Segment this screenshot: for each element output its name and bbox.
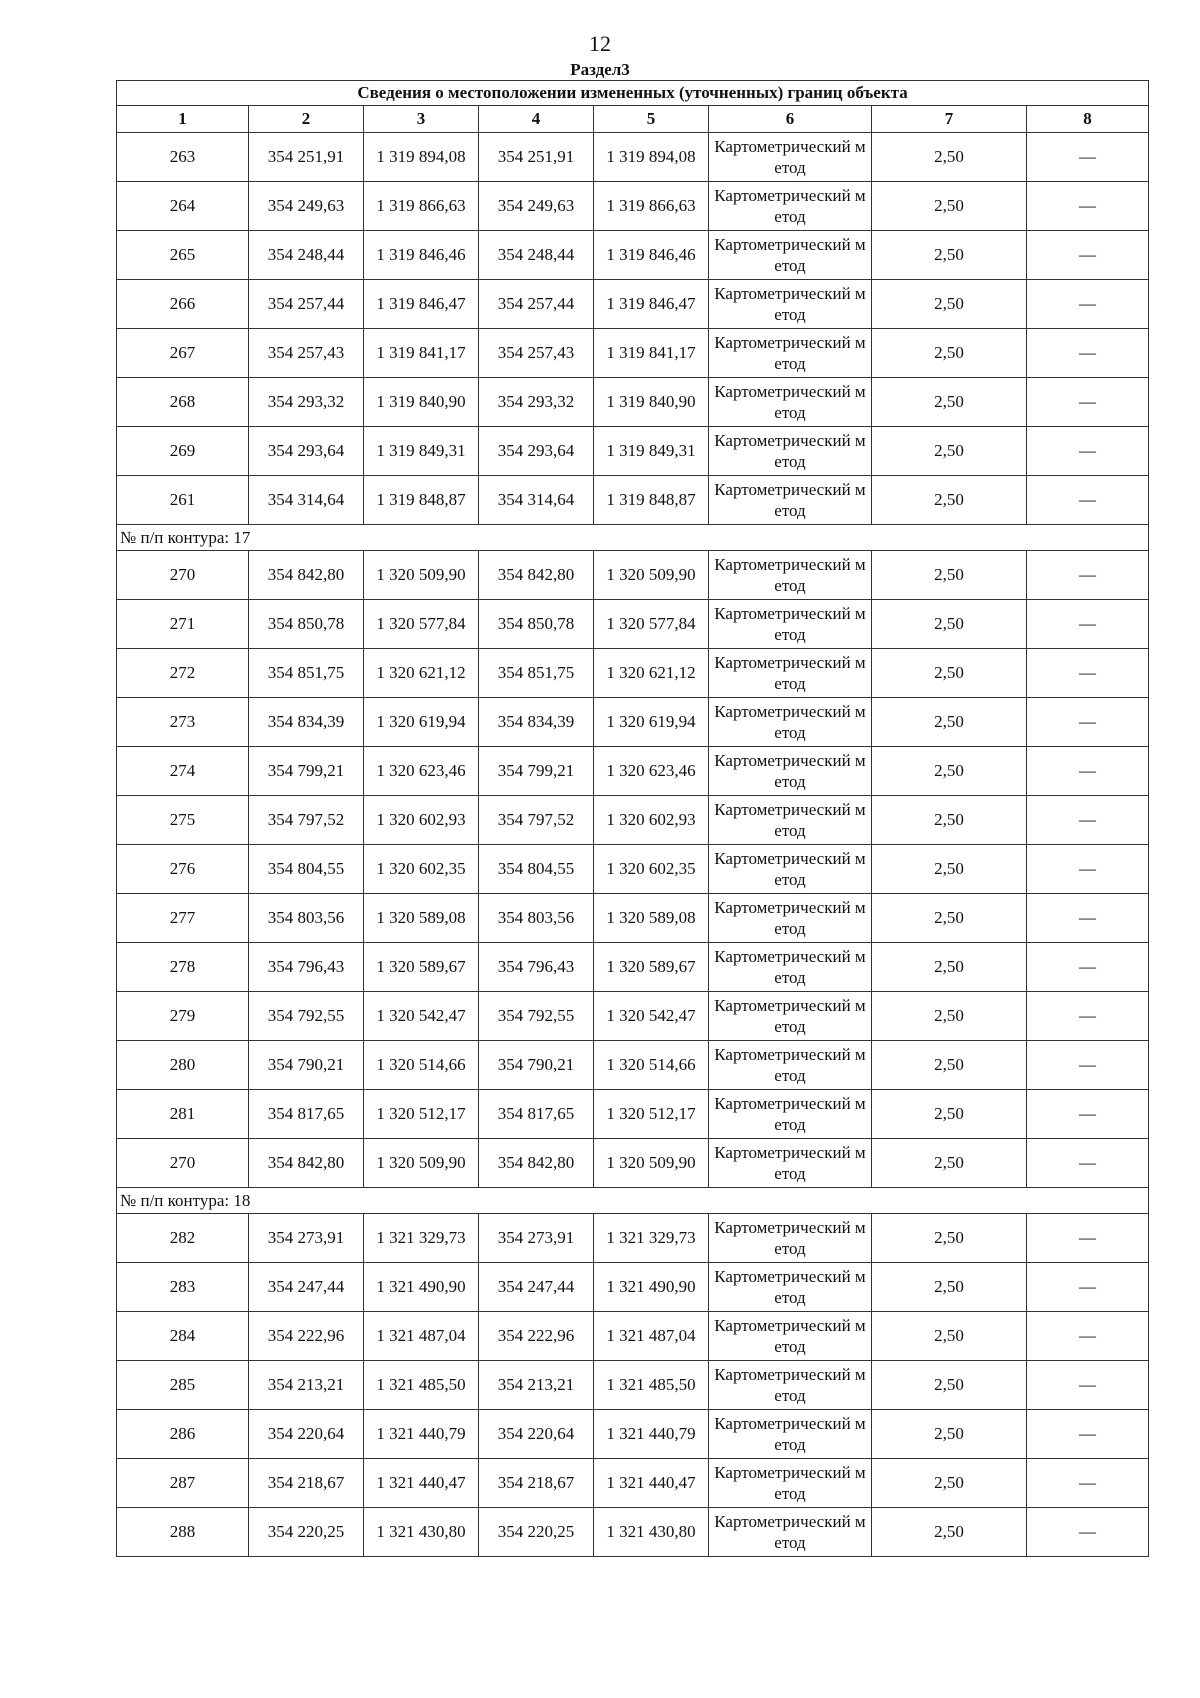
- table-cell: 2,50: [872, 1263, 1027, 1312]
- table-cell: —: [1027, 378, 1149, 427]
- table-cell: Картометрический метод: [709, 476, 872, 525]
- table-cell: Картометрический метод: [709, 231, 872, 280]
- table-cell: Картометрический метод: [709, 427, 872, 476]
- table-cell: 1 321 490,90: [364, 1263, 479, 1312]
- table-cell: 2,50: [872, 231, 1027, 280]
- table-cell: 264: [117, 182, 249, 231]
- table-cell: 1 320 589,67: [594, 943, 709, 992]
- section-title: Раздел3: [570, 60, 630, 79]
- table-cell: —: [1027, 231, 1149, 280]
- column-number: 7: [872, 106, 1027, 133]
- table-cell: 2,50: [872, 1410, 1027, 1459]
- table-row: [117, 1410, 1149, 1459]
- table-cell: —: [1027, 845, 1149, 894]
- table-cell: 1 321 440,79: [594, 1410, 709, 1459]
- table-cell: 1 319 849,31: [364, 427, 479, 476]
- table-cell: 266: [117, 280, 249, 329]
- table-cell: 277: [117, 894, 249, 943]
- page-number: 12: [589, 31, 611, 56]
- table-row: [117, 1508, 1149, 1557]
- table-cell: 278: [117, 943, 249, 992]
- table-cell: 2,50: [872, 796, 1027, 845]
- table-row: [117, 1312, 1149, 1361]
- column-number: 6: [709, 106, 872, 133]
- table-cell: —: [1027, 1041, 1149, 1090]
- table-cell: 354 213,21: [249, 1361, 364, 1410]
- table-cell: 275: [117, 796, 249, 845]
- table-cell: 2,50: [872, 476, 1027, 525]
- table-row: [117, 894, 1149, 943]
- table-cell: 2,50: [872, 1508, 1027, 1557]
- table-cell: 2,50: [872, 698, 1027, 747]
- column-number: 8: [1027, 106, 1149, 133]
- table-cell: 1 321 440,47: [364, 1459, 479, 1508]
- table-cell: 2,50: [872, 1041, 1027, 1090]
- table-cell: Картометрический метод: [709, 133, 872, 182]
- table-cell: Картометрический метод: [709, 1214, 872, 1263]
- table-cell: 1 320 589,08: [364, 894, 479, 943]
- table-cell: —: [1027, 329, 1149, 378]
- table-row: [117, 943, 1149, 992]
- table-cell: 354 248,44: [249, 231, 364, 280]
- table-cell: 1 319 848,87: [594, 476, 709, 525]
- table-cell: —: [1027, 1410, 1149, 1459]
- table-cell: 354 799,21: [479, 747, 594, 796]
- table-cell: 354 797,52: [479, 796, 594, 845]
- table-cell: 1 320 621,12: [364, 649, 479, 698]
- table-cell: 269: [117, 427, 249, 476]
- table-cell: 354 842,80: [479, 1139, 594, 1188]
- table-cell: 354 220,64: [479, 1410, 594, 1459]
- table-cell: 354 834,39: [479, 698, 594, 747]
- table-cell: —: [1027, 1214, 1149, 1263]
- table-cell: 354 222,96: [249, 1312, 364, 1361]
- table-row: [117, 182, 1149, 231]
- table-cell: 265: [117, 231, 249, 280]
- table-cell: Картометрический метод: [709, 1041, 872, 1090]
- table-cell: 284: [117, 1312, 249, 1361]
- table-cell: 1 319 866,63: [594, 182, 709, 231]
- table-cell: 1 319 846,47: [364, 280, 479, 329]
- table-cell: 354 817,65: [249, 1090, 364, 1139]
- table-cell: 1 321 430,80: [364, 1508, 479, 1557]
- table-cell: Картометрический метод: [709, 649, 872, 698]
- table-cell: 2,50: [872, 1139, 1027, 1188]
- table-cell: —: [1027, 476, 1149, 525]
- table-cell: 2,50: [872, 943, 1027, 992]
- table-cell: 1 320 589,67: [364, 943, 479, 992]
- table-cell: 267: [117, 329, 249, 378]
- table-cell: 354 796,43: [479, 943, 594, 992]
- table-row: [117, 1361, 1149, 1410]
- table-cell: —: [1027, 1312, 1149, 1361]
- table-cell: 354 851,75: [479, 649, 594, 698]
- table-cell: Картометрический метод: [709, 1139, 872, 1188]
- table-cell: 261: [117, 476, 249, 525]
- table-cell: 354 850,78: [479, 600, 594, 649]
- table-cell: 2,50: [872, 845, 1027, 894]
- table-cell: 354 797,52: [249, 796, 364, 845]
- table-cell: 354 218,67: [249, 1459, 364, 1508]
- table-cell: 354 803,56: [479, 894, 594, 943]
- table-cell: 354 293,64: [249, 427, 364, 476]
- table-cell: 1 320 514,66: [364, 1041, 479, 1090]
- table-row: [117, 796, 1149, 845]
- table-cell: 1 320 509,90: [364, 551, 479, 600]
- table-cell: Картометрический метод: [709, 943, 872, 992]
- table-cell: 288: [117, 1508, 249, 1557]
- table-cell: 354 257,44: [249, 280, 364, 329]
- table-cell: 1 319 849,31: [594, 427, 709, 476]
- table-cell: —: [1027, 551, 1149, 600]
- table-cell: 1 320 619,94: [594, 698, 709, 747]
- table-cell: 1 319 846,47: [594, 280, 709, 329]
- table-cell: 2,50: [872, 1312, 1027, 1361]
- table-row: [117, 698, 1149, 747]
- table-cell: 1 320 623,46: [364, 747, 479, 796]
- table-cell: 2,50: [872, 600, 1027, 649]
- table-cell: 268: [117, 378, 249, 427]
- table-cell: —: [1027, 943, 1149, 992]
- table-cell: 354 247,44: [479, 1263, 594, 1312]
- table-cell: 1 321 430,80: [594, 1508, 709, 1557]
- table-cell: 274: [117, 747, 249, 796]
- table-cell: 285: [117, 1361, 249, 1410]
- contour-label: № п/п контура: 18: [117, 1188, 1149, 1214]
- table-cell: 1 320 512,17: [364, 1090, 479, 1139]
- table-cell: 354 804,55: [479, 845, 594, 894]
- table-cell: Картометрический метод: [709, 1508, 872, 1557]
- table-cell: 1 319 848,87: [364, 476, 479, 525]
- table-cell: 354 220,64: [249, 1410, 364, 1459]
- table-cell: 1 320 602,35: [594, 845, 709, 894]
- table-cell: Картометрический метод: [709, 378, 872, 427]
- table-cell: 2,50: [872, 1090, 1027, 1139]
- table-cell: Картометрический метод: [709, 1312, 872, 1361]
- table-cell: 263: [117, 133, 249, 182]
- table-cell: 354 273,91: [479, 1214, 594, 1263]
- table-cell: 354 247,44: [249, 1263, 364, 1312]
- table-cell: Картометрический метод: [709, 894, 872, 943]
- table-cell: —: [1027, 1508, 1149, 1557]
- table-cell: Картометрический метод: [709, 182, 872, 231]
- table-cell: Картометрический метод: [709, 1410, 872, 1459]
- table-cell: 354 796,43: [249, 943, 364, 992]
- table-cell: 354 293,32: [249, 378, 364, 427]
- table-cell: 2,50: [872, 378, 1027, 427]
- table-cell: 354 220,25: [249, 1508, 364, 1557]
- table-row: [117, 649, 1149, 698]
- table-cell: 2,50: [872, 894, 1027, 943]
- table-cell: 1 320 514,66: [594, 1041, 709, 1090]
- table-cell: 283: [117, 1263, 249, 1312]
- table-cell: 354 248,44: [479, 231, 594, 280]
- table-row: [117, 280, 1149, 329]
- table-cell: 2,50: [872, 992, 1027, 1041]
- table-body: [117, 133, 1149, 1557]
- table-cell: 1 321 485,50: [594, 1361, 709, 1410]
- table-cell: 354 851,75: [249, 649, 364, 698]
- table-cell: 354 842,80: [249, 1139, 364, 1188]
- table-cell: 272: [117, 649, 249, 698]
- column-number: 5: [594, 106, 709, 133]
- table-cell: 270: [117, 1139, 249, 1188]
- table-cell: —: [1027, 649, 1149, 698]
- table-cell: 1 319 866,63: [364, 182, 479, 231]
- table-cell: 354 790,21: [249, 1041, 364, 1090]
- table-cell: 1 319 894,08: [364, 133, 479, 182]
- table-row: [117, 1041, 1149, 1090]
- column-number: 2: [249, 106, 364, 133]
- table-row: [117, 1090, 1149, 1139]
- table-cell: Картометрический метод: [709, 1263, 872, 1312]
- table-cell: 1 320 509,90: [594, 551, 709, 600]
- table-cell: 354 842,80: [249, 551, 364, 600]
- table-cell: —: [1027, 600, 1149, 649]
- table-cell: 1 319 894,08: [594, 133, 709, 182]
- table-cell: 1 320 509,90: [364, 1139, 479, 1188]
- table-cell: Картометрический метод: [709, 992, 872, 1041]
- table-cell: 2,50: [872, 649, 1027, 698]
- table-cell: 354 842,80: [479, 551, 594, 600]
- table-cell: 1 320 602,93: [364, 796, 479, 845]
- table-cell: 2,50: [872, 427, 1027, 476]
- table-cell: 354 804,55: [249, 845, 364, 894]
- table-cell: 1 319 841,17: [364, 329, 479, 378]
- table-cell: 2,50: [872, 1459, 1027, 1508]
- table-cell: 279: [117, 992, 249, 1041]
- table-row: [117, 133, 1149, 182]
- table-cell: Картометрический метод: [709, 1090, 872, 1139]
- table-cell: 354 792,55: [479, 992, 594, 1041]
- table-cell: 1 320 512,17: [594, 1090, 709, 1139]
- table-cell: 354 293,32: [479, 378, 594, 427]
- table-row: [117, 231, 1149, 280]
- table-cell: Картометрический метод: [709, 551, 872, 600]
- column-number: 3: [364, 106, 479, 133]
- table-cell: 354 251,91: [249, 133, 364, 182]
- table-cell: 354 314,64: [249, 476, 364, 525]
- table-cell: 1 321 329,73: [594, 1214, 709, 1263]
- table-cell: 2,50: [872, 1214, 1027, 1263]
- table-cell: 2,50: [872, 182, 1027, 231]
- table-cell: 354 314,64: [479, 476, 594, 525]
- table-cell: Картометрический метод: [709, 329, 872, 378]
- table-cell: 1 320 589,08: [594, 894, 709, 943]
- table-cell: Картометрический метод: [709, 747, 872, 796]
- table-cell: —: [1027, 427, 1149, 476]
- table-row: [117, 427, 1149, 476]
- table-cell: 1 321 440,47: [594, 1459, 709, 1508]
- table-cell: 286: [117, 1410, 249, 1459]
- contour-row: [117, 1188, 1149, 1214]
- table-cell: 1 319 846,46: [594, 231, 709, 280]
- table-cell: 1 321 485,50: [364, 1361, 479, 1410]
- column-number: 4: [479, 106, 594, 133]
- table-cell: —: [1027, 698, 1149, 747]
- table-cell: 1 320 577,84: [594, 600, 709, 649]
- table-cell: 271: [117, 600, 249, 649]
- table-cell: —: [1027, 280, 1149, 329]
- table-cell: 354 218,67: [479, 1459, 594, 1508]
- table-cell: 354 251,91: [479, 133, 594, 182]
- table-cell: 354 293,64: [479, 427, 594, 476]
- table-cell: 354 222,96: [479, 1312, 594, 1361]
- table-cell: 270: [117, 551, 249, 600]
- table-cell: —: [1027, 1139, 1149, 1188]
- table-cell: 2,50: [872, 133, 1027, 182]
- table-row: [117, 476, 1149, 525]
- table-cell: 1 320 602,93: [594, 796, 709, 845]
- table-row: [117, 1263, 1149, 1312]
- table-cell: —: [1027, 1090, 1149, 1139]
- table-cell: —: [1027, 182, 1149, 231]
- table-cell: 354 249,63: [249, 182, 364, 231]
- table-cell: 1 320 623,46: [594, 747, 709, 796]
- table-cell: —: [1027, 894, 1149, 943]
- table-row: [117, 551, 1149, 600]
- column-number-row: [117, 106, 1149, 133]
- table-row: [117, 747, 1149, 796]
- table-cell: 2,50: [872, 280, 1027, 329]
- table-caption: Сведения о местоположении измененных (уточненных) границ объекта: [117, 81, 1149, 106]
- table-cell: 1 319 841,17: [594, 329, 709, 378]
- table-cell: 354 257,44: [479, 280, 594, 329]
- table-cell: 1 319 840,90: [364, 378, 479, 427]
- table-cell: —: [1027, 747, 1149, 796]
- table-cell: 1 320 577,84: [364, 600, 479, 649]
- table-row: [117, 378, 1149, 427]
- table-cell: Картометрический метод: [709, 600, 872, 649]
- table-cell: 1 321 487,04: [594, 1312, 709, 1361]
- table-cell: 1 320 602,35: [364, 845, 479, 894]
- table-cell: 1 321 329,73: [364, 1214, 479, 1263]
- table-cell: 1 321 487,04: [364, 1312, 479, 1361]
- table-cell: 2,50: [872, 551, 1027, 600]
- table-cell: 1 320 621,12: [594, 649, 709, 698]
- table-cell: 1 320 619,94: [364, 698, 479, 747]
- table-cell: 1 319 846,46: [364, 231, 479, 280]
- table-cell: 354 213,21: [479, 1361, 594, 1410]
- table-cell: 1 321 490,90: [594, 1263, 709, 1312]
- contour-label: № п/п контура: 17: [117, 525, 1149, 551]
- table-cell: 2,50: [872, 747, 1027, 796]
- table-cell: 280: [117, 1041, 249, 1090]
- table-cell: 1 319 840,90: [594, 378, 709, 427]
- table-cell: Картометрический метод: [709, 845, 872, 894]
- table-row: [117, 1459, 1149, 1508]
- table-cell: Картометрический метод: [709, 1459, 872, 1508]
- table-cell: 354 273,91: [249, 1214, 364, 1263]
- table-cell: 354 257,43: [479, 329, 594, 378]
- table-cell: 354 790,21: [479, 1041, 594, 1090]
- table-cell: 354 257,43: [249, 329, 364, 378]
- column-number: 1: [117, 106, 249, 133]
- table-cell: Картометрический метод: [709, 280, 872, 329]
- table-row: [117, 329, 1149, 378]
- table-cell: 1 320 542,47: [594, 992, 709, 1041]
- table-cell: —: [1027, 992, 1149, 1041]
- table-cell: 2,50: [872, 329, 1027, 378]
- contour-row: [117, 525, 1149, 551]
- table-row: [117, 992, 1149, 1041]
- table-cell: 354 850,78: [249, 600, 364, 649]
- table-cell: —: [1027, 796, 1149, 845]
- table-cell: 1 321 440,79: [364, 1410, 479, 1459]
- table-cell: 354 249,63: [479, 182, 594, 231]
- boundary-table: [116, 80, 1149, 1557]
- table-cell: 282: [117, 1214, 249, 1263]
- table-cell: 354 792,55: [249, 992, 364, 1041]
- table-cell: Картометрический метод: [709, 698, 872, 747]
- table-cell: —: [1027, 133, 1149, 182]
- table-cell: —: [1027, 1263, 1149, 1312]
- table-row: [117, 1139, 1149, 1188]
- table-cell: Картометрический метод: [709, 1361, 872, 1410]
- table-cell: 354 834,39: [249, 698, 364, 747]
- table-cell: 281: [117, 1090, 249, 1139]
- table-cell: —: [1027, 1361, 1149, 1410]
- table-cell: 354 803,56: [249, 894, 364, 943]
- table-row: [117, 845, 1149, 894]
- table-cell: 354 817,65: [479, 1090, 594, 1139]
- table-cell: 287: [117, 1459, 249, 1508]
- table-row: [117, 1214, 1149, 1263]
- table-cell: Картометрический метод: [709, 796, 872, 845]
- table-cell: 1 320 509,90: [594, 1139, 709, 1188]
- table-cell: 354 220,25: [479, 1508, 594, 1557]
- table-cell: —: [1027, 1459, 1149, 1508]
- table-cell: 1 320 542,47: [364, 992, 479, 1041]
- table-cell: 276: [117, 845, 249, 894]
- table-cell: 354 799,21: [249, 747, 364, 796]
- table-cell: 2,50: [872, 1361, 1027, 1410]
- table-cell: 273: [117, 698, 249, 747]
- table-row: [117, 600, 1149, 649]
